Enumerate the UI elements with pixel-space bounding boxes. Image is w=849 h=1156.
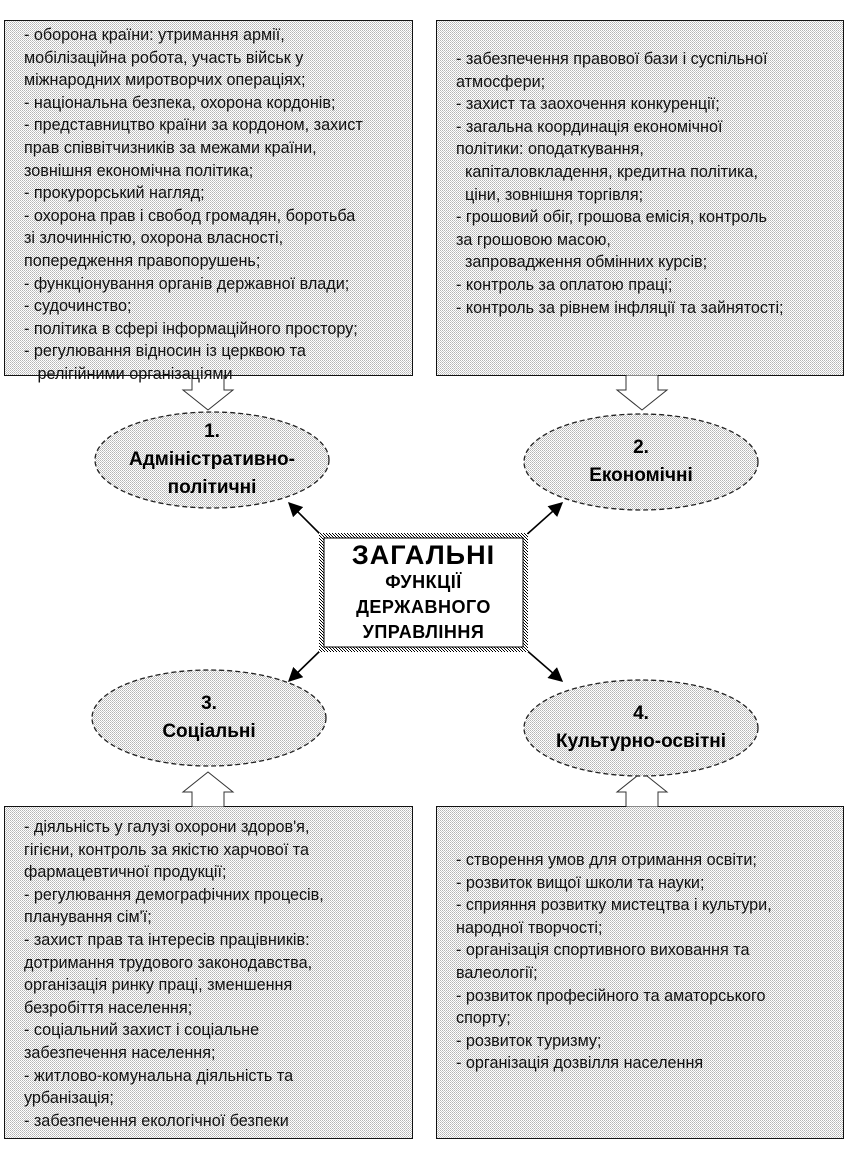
list-line: - охорона прав і свобод громадян, боротьба xyxy=(24,206,356,225)
list-line: капіталовкладення, кредитна політика, xyxy=(456,162,758,181)
category-social xyxy=(92,670,326,766)
list-line: - регулювання відносин із церквою та xyxy=(24,342,306,361)
list-line: - судочинство; xyxy=(24,297,132,316)
center-title-block xyxy=(323,537,524,648)
list-line: запровадження обмінних курсів; xyxy=(456,253,708,272)
list-line: - захист прав та інтересів працівників: xyxy=(24,930,310,949)
administrative-functions-list xyxy=(24,24,363,386)
list-line: організація ринку праці, зменшення xyxy=(24,976,293,995)
list-line: - розвиток професійного та аматорського xyxy=(456,986,766,1005)
block-arrow-social xyxy=(183,772,233,807)
list-line: - функціонування органів державної влади; xyxy=(24,274,350,293)
category-number: 4. xyxy=(633,703,649,724)
category-number: 3. xyxy=(201,693,217,714)
list-line: зовнішня економічна політика; xyxy=(24,161,254,180)
list-line: - грошовий обіг, грошова емісія, контроль xyxy=(456,208,767,227)
category-name: Соціальні xyxy=(162,721,256,742)
social-functions-list xyxy=(24,816,324,1132)
center-line-2: ФУНКЦІЇ xyxy=(385,572,462,592)
category-number: 1. xyxy=(204,421,220,442)
list-line: політики: оподаткування, xyxy=(456,140,644,159)
list-line: - регулювання демографічних процесів, xyxy=(24,885,324,904)
category-name: Культурно-освітні xyxy=(555,731,727,752)
list-line: фармацевтичної продукції; xyxy=(24,863,227,882)
list-line: - забезпечення екологічної безпеки xyxy=(24,1111,289,1130)
block-arrow-economic xyxy=(617,376,667,411)
list-line: атмосфери; xyxy=(456,72,546,91)
list-line: - діяльність у галузі охорони здоров'я, xyxy=(24,818,310,836)
list-line: - сприяння розвитку мистецтва і культури, xyxy=(456,896,772,915)
list-line: мобілізаційна робота, участь військ у xyxy=(24,48,304,67)
center-line-4: УПРАВЛІННЯ xyxy=(362,622,485,642)
list-line: урбанізація; xyxy=(24,1089,114,1108)
economic-functions-list xyxy=(456,48,784,319)
list-line: - житлово-комунальна діяльність та xyxy=(24,1066,294,1085)
list-line: гігієни, контроль за якістю харчової та xyxy=(24,840,310,859)
arrow-to-cultural xyxy=(524,648,562,681)
category-administrative xyxy=(95,412,329,508)
block-arrow-cultural xyxy=(617,772,667,807)
list-line: планування сім'ї; xyxy=(24,908,152,927)
list-line: попередження правопорушень; xyxy=(24,251,261,270)
category-name: Адміністративно- xyxy=(129,449,295,470)
list-line: - представництво країни за кордоном, захист xyxy=(24,116,363,135)
list-line: народної творчості; xyxy=(456,918,603,937)
list-line: - національна безпека, охорона кордонів; xyxy=(24,93,336,112)
category-number: 2. xyxy=(633,437,649,458)
category-economic xyxy=(524,414,758,510)
center-line-3: ДЕРЖАВНОГО xyxy=(356,597,491,617)
list-line: забезпечення населення; xyxy=(24,1043,216,1062)
list-line: - загальна координація економічної xyxy=(456,117,723,136)
list-line: - організація спортивного виховання та xyxy=(456,941,750,960)
list-line: - соціальний захист і соціальне xyxy=(24,1021,260,1040)
category-name-cont: політичні xyxy=(167,477,257,498)
list-line: зі злочинністю, охорона власності, xyxy=(24,229,284,248)
list-line: валеології; xyxy=(456,963,538,982)
list-line: прав співвітчизників за межами країни, xyxy=(24,138,317,157)
list-line: дотримання трудового законодавства, xyxy=(24,953,313,972)
list-line: - політика в сфері інформаційного простору; xyxy=(24,319,358,338)
list-line: безробіття населення; xyxy=(24,998,193,1017)
list-line: - забезпечення правової бази і суспільної xyxy=(456,50,768,68)
list-line: - організація дозвілля населення xyxy=(456,1054,704,1073)
list-line: - оборона країни: утримання армії, xyxy=(24,26,285,44)
list-line: ціни, зовнішня торгівля; xyxy=(456,185,644,204)
arrow-to-administrative xyxy=(289,503,323,537)
list-line: - розвиток туризму; xyxy=(456,1031,602,1050)
cultural-functions-list xyxy=(456,849,772,1075)
list-line: - контроль за рівнем інфляції та зайнятості; xyxy=(456,298,784,317)
list-line: - контроль за оплатою праці; xyxy=(456,275,673,294)
list-line: - розвиток вищої школи та науки; xyxy=(456,873,705,892)
list-line: за грошовою масою, xyxy=(456,230,611,249)
list-line: - прокурорський нагляд; xyxy=(24,184,205,203)
category-cultural xyxy=(524,680,758,776)
list-line: спорту; xyxy=(456,1009,511,1028)
center-title: ЗАГАЛЬНІ xyxy=(351,540,496,570)
category-name: Економічні xyxy=(589,465,693,486)
list-line: - захист та заохочення конкуренції; xyxy=(456,95,720,114)
list-line: релігійними організаціями xyxy=(24,364,233,383)
list-line: міжнародних миротворчих операціях; xyxy=(24,71,306,90)
list-line: - створення умов для отримання освіти; xyxy=(456,851,757,869)
